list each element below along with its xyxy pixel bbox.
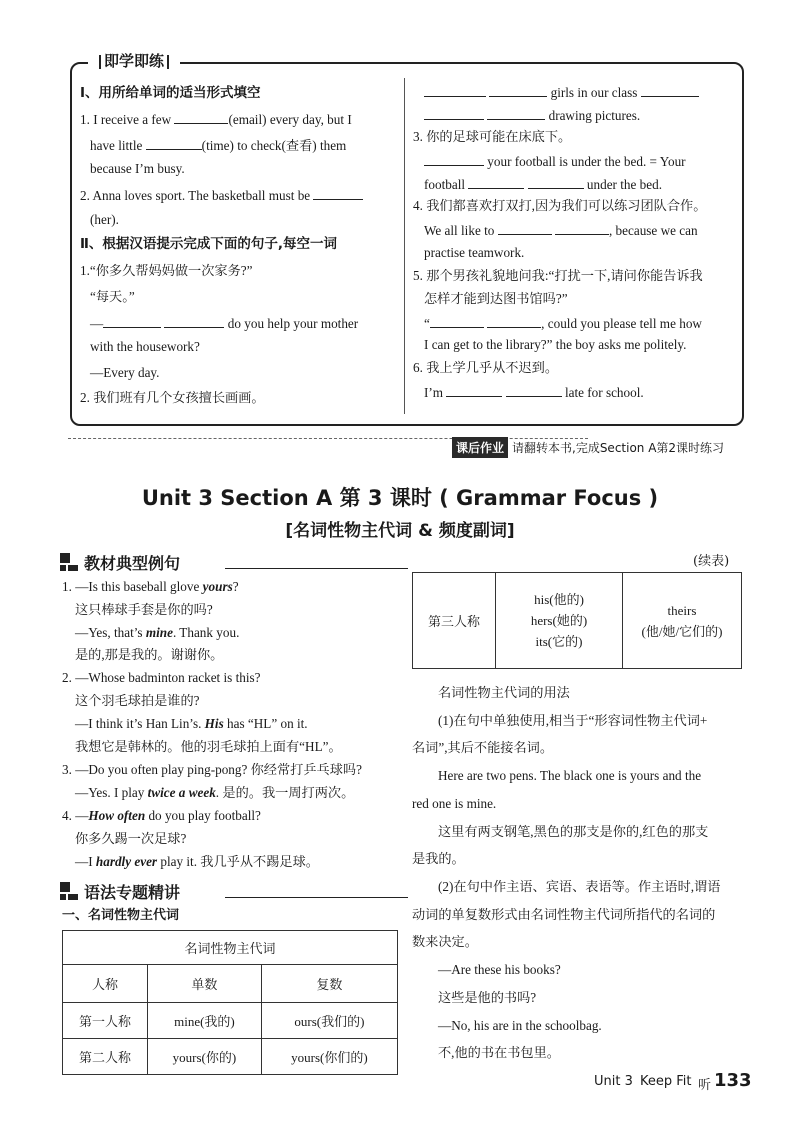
- table-header: 单数: [148, 965, 262, 1003]
- example-line: 你多久踢一次足球?: [75, 831, 187, 846]
- answer-blank[interactable]: [424, 107, 484, 120]
- part1-heading: Ⅰ、用所给单词的适当形式填空: [80, 85, 261, 101]
- table-cell: 第一人称: [63, 1003, 148, 1039]
- usage-line: 是我的。: [412, 851, 465, 866]
- usage-line: 数来决定。: [412, 934, 478, 949]
- answer-blank[interactable]: [430, 315, 484, 328]
- exercise-line: 1.“你多久帮妈妈做一次家务?”: [80, 263, 253, 278]
- table-cell: yours(你们的): [261, 1039, 397, 1075]
- exercise-line: 2. 我们班有几个女孩擅长画画。: [80, 390, 265, 405]
- exercise-line: —Every day.: [90, 365, 160, 380]
- continued-label: (续表): [693, 554, 730, 569]
- answer-blank[interactable]: [164, 315, 224, 328]
- exercise-line: I can get to the library?” the boy asks me politely.: [424, 337, 687, 352]
- homework-tag: 课后作业: [452, 437, 508, 458]
- exercise-line: “ , could you please tell me how: [424, 316, 702, 331]
- footer-title: Keep Fit: [640, 1074, 692, 1089]
- section-header: [60, 880, 400, 902]
- answer-blank[interactable]: [103, 315, 161, 328]
- exercise-line: 5. 那个男孩礼貌地问我:“打扰一下,请问你能告诉我: [413, 268, 703, 283]
- section-icon: [60, 882, 78, 900]
- usage-line: Here are two pens. The black one is yours and the: [438, 768, 702, 783]
- section-title: 语法专题精讲: [84, 883, 181, 902]
- usage-heading: 名词性物主代词的用法: [438, 685, 570, 700]
- exercise-line: girls in our class: [424, 84, 699, 99]
- answer-blank[interactable]: [487, 107, 545, 120]
- pronoun-table-continued: [412, 572, 742, 669]
- answer-blank[interactable]: [506, 384, 562, 397]
- exercise-line: 3. 你的足球可能在床底下。: [413, 129, 572, 144]
- answer-blank[interactable]: [555, 222, 609, 235]
- table-cell: his(他的) hers(她的) its(它的): [496, 573, 623, 669]
- exercise-line: have little (time) to check(查看) them: [90, 138, 347, 153]
- table-cell: 第三人称: [413, 573, 496, 669]
- answer-blank[interactable]: [489, 84, 547, 97]
- example-line: 3. —Do you often play ping-pong? 你经常打乒乓球吗?: [62, 762, 362, 777]
- example-line: 这只棒球手套是你的吗?: [75, 602, 213, 617]
- usage-line: —No, his are in the schoolbag.: [438, 1018, 602, 1033]
- column-divider: [404, 78, 405, 414]
- usage-line: (2)在句中作主语、宾语、表语等。作主语时,谓语: [438, 879, 721, 894]
- example-line: 我想它是韩林的。他的羽毛球拍上面有“HL”。: [75, 739, 342, 754]
- page-title: Unit 3 Section A 第 3 课时 ( Grammar Focus ): [141, 486, 659, 510]
- answer-blank[interactable]: [146, 137, 202, 150]
- exercise-line: 6. 我上学几乎从不迟到。: [413, 360, 559, 375]
- table-cell: yours(你的): [148, 1039, 262, 1075]
- usage-line: —Are these his books?: [438, 962, 561, 977]
- example-line: —I think it’s Han Lin’s. His has “HL” on it.: [75, 716, 308, 731]
- section-rule: [225, 568, 408, 569]
- answer-blank[interactable]: [174, 111, 228, 124]
- separator-line: [68, 438, 588, 439]
- exercise-line: your football is under the bed. = Your: [424, 153, 686, 168]
- usage-line: 这些是他的书吗?: [438, 990, 537, 1005]
- homework-text: 请翻转本书,完成Section A第2课时练习: [512, 441, 725, 455]
- table-header: 人称: [63, 965, 148, 1003]
- answer-blank[interactable]: [313, 187, 363, 200]
- example-line: 1. —Is this baseball glove yours?: [62, 579, 239, 594]
- example-line: —Yes. I play twice a week. 是的。我一周打两次。: [75, 785, 355, 800]
- table-header: 复数: [261, 965, 397, 1003]
- example-line: 这个羽毛球拍是谁的?: [75, 693, 200, 708]
- answer-blank[interactable]: [446, 384, 502, 397]
- exercise-line: We all like to , because we can: [424, 223, 698, 238]
- footer-listen: 听: [698, 1078, 712, 1093]
- exercise-line: drawing pictures.: [424, 107, 640, 122]
- section-header: [60, 551, 400, 573]
- answer-blank[interactable]: [468, 176, 524, 189]
- section-icon: [60, 553, 78, 571]
- answer-blank[interactable]: [424, 153, 484, 166]
- footer-unit: Unit 3: [594, 1074, 633, 1089]
- example-line: —I hardly ever play it. 我几乎从不踢足球。: [75, 854, 319, 869]
- example-line: 是的,那是我的。谢谢你。: [75, 647, 224, 662]
- answer-blank[interactable]: [424, 84, 486, 97]
- answer-blank[interactable]: [498, 222, 552, 235]
- table-cell: ours(我们的): [261, 1003, 397, 1039]
- section-rule: [225, 897, 408, 898]
- exercise-line: practise teamwork.: [424, 245, 525, 260]
- exercise-line: because I’m busy.: [90, 161, 185, 176]
- exercise-line: 4. 我们都喜欢打双打,因为我们可以练习团队合作。: [413, 198, 707, 213]
- exercise-line: with the housework?: [90, 339, 200, 354]
- example-line: 2. —Whose badminton racket is this?: [62, 670, 261, 685]
- example-line: 4. —How often do you play football?: [62, 808, 261, 823]
- pronoun-table: [62, 930, 398, 1075]
- answer-blank[interactable]: [528, 176, 584, 189]
- exercise-line: “每天。”: [90, 289, 135, 304]
- exercise-line: football under the bed.: [424, 177, 662, 192]
- part2-heading: Ⅱ、根据汉语提示完成下面的句子,每空一词: [80, 236, 338, 252]
- answer-blank[interactable]: [641, 84, 699, 97]
- usage-line: 这里有两支钢笔,黑色的那支是你的,红色的那支: [438, 824, 709, 839]
- usage-line: 动词的单复数形式由名词性物主代词所指代的名词的: [412, 907, 716, 922]
- exercise-line: (her).: [90, 212, 119, 227]
- usage-line: (1)在句中单独使用,相当于“形容词性物主代词+: [438, 713, 708, 728]
- usage-line: red one is mine.: [412, 796, 497, 811]
- exercise-line: 1. I receive a few (email) every day, but I: [80, 112, 352, 127]
- section-title: 教材典型例句: [84, 554, 181, 573]
- exercise-line: — do you help your mother: [90, 316, 359, 331]
- page-subtitle: [名词性物主代词 & 频度副词]: [285, 521, 515, 541]
- exercise-line: 怎样才能到达图书馆吗?”: [424, 291, 568, 306]
- table-cell: theirs (他/她/它们的): [623, 573, 742, 669]
- answer-blank[interactable]: [487, 315, 541, 328]
- usage-line: 不,他的书在书包里。: [438, 1045, 560, 1060]
- table-cell: mine(我的): [148, 1003, 262, 1039]
- usage-line: 名词”,其后不能接名词。: [412, 740, 554, 755]
- exercise-line: 2. Anna loves sport. The basketball must be: [80, 187, 363, 202]
- table-cell: 第二人称: [63, 1039, 148, 1075]
- table-caption: 名词性物主代词: [63, 931, 398, 965]
- exercise-title: 即学即练: [88, 50, 180, 71]
- page-number: 133: [714, 1070, 752, 1091]
- exercise-line: I’m late for school.: [424, 385, 644, 400]
- subsection-title: 一、名词性物主代词: [62, 908, 180, 923]
- example-line: —Yes, that’s mine. Thank you.: [75, 625, 240, 640]
